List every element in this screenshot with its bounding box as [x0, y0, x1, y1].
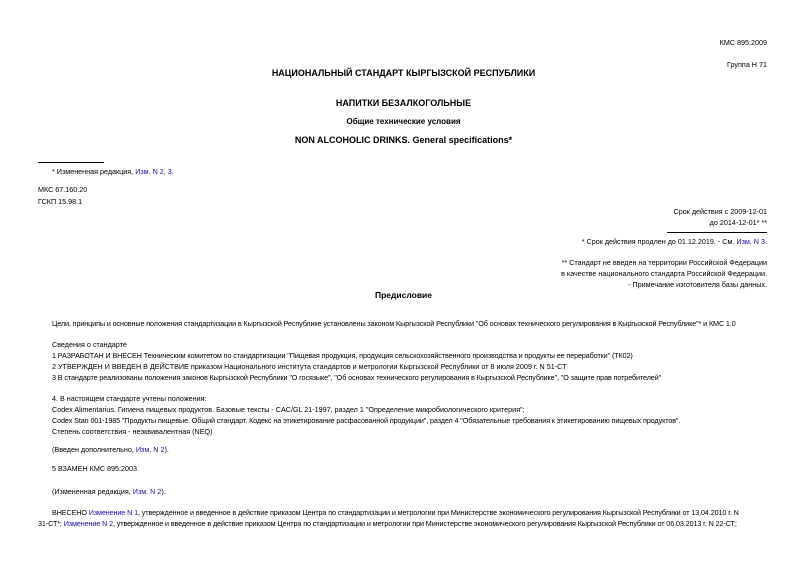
document-title: НАПИТКИ БЕЗАЛКОГОЛЬНЫЕ	[335, 98, 472, 108]
amendment-1-link[interactable]: Изменение N 1	[88, 508, 138, 517]
validity-to: до 2014-12-01* **	[709, 218, 767, 227]
validity-rule	[667, 232, 767, 233]
amendment-2-link-b[interactable]: Изм. N 2	[132, 487, 162, 496]
replaced-standard: 5 ВЗАМЕН КМС 895:2003	[52, 464, 137, 473]
introduced-amendments-line-1: ВНЕСЕНО Изменение N 1, утвержденное и введенное в действие приказом Центра по стандартизации и метрологии при Министерстве экономического регулирования Кыргызской Республики от 13.04.2010 г. N	[52, 508, 739, 517]
provisions-heading: 4. В настоящем стандарте учтены положения:	[52, 394, 207, 403]
provision-codex-alimentarius: Codex Alimentarius. Гигиена пищевых продуктов. Базовые тексты - CAC/GL 21-1997, раздел 1 "Определение микробиологического критерия";	[52, 405, 525, 414]
database-note-line-2: в качестве национального стандарта Российской Федерации.	[561, 269, 767, 278]
amendment-3-link[interactable]: Изм. N 3	[736, 237, 765, 246]
provision-codex-stan: Codex Stan 001-1985 "Продукты пищевые. Общий стандарт. Кодекс на этикетирование расфасованной продукции", раздел 4 "Обязательные требования к этикетированию пищевых продуктов".	[52, 416, 681, 425]
provision-compliance: Степень соответствия - неэквивалентная (NEQ)	[52, 427, 213, 436]
amendment-2-link[interactable]: Изм. N 2	[135, 445, 165, 454]
amendment-link[interactable]: Изм. N 2, 3	[135, 167, 172, 176]
preface-intro: Цели, принципы и основные положения стандартизации в Кыргызской Республике установлены законом Кыргызской Республики "Об основах технического регулирования в Кыргызской Республике"* и КМС 1.0	[52, 319, 736, 328]
validity-extended: * Срок действия продлен до 01.12.2019. - См. Изм. N 3.	[581, 237, 767, 246]
database-note-line-3: - Примечание изготовителя базы данных.	[628, 280, 767, 289]
info-item-developed: 1 РАЗРАБОТАН И ВНЕСЕН Техническим комитетом по стандартизации "Пищевая продукция, продукция сельскохозяйственного производства и продукты ее переработки" (ТК02)	[52, 351, 633, 360]
document-code: КМС 895:2009	[719, 38, 767, 47]
footnote-rule	[38, 162, 104, 163]
footnote-edition: * Измененная редакция, Изм. N 2, 3.	[52, 167, 174, 176]
changed-note: (Измененная редакция, Изм. N 2).	[52, 487, 166, 496]
mks-code: МКС 67.160.20	[38, 185, 88, 194]
database-note-line-1: ** Стандарт не введен на территории Российской Федерации	[561, 258, 767, 267]
amendment-2-link-c[interactable]: Изменение N 2	[63, 519, 113, 528]
added-note: (Введен дополнительно, Изм. N 2).	[52, 445, 169, 454]
document-title-english: NON ALCOHOLIC DRINKS. General specifications*	[294, 135, 513, 145]
validity-from: Срок действия с 2009-12-01	[673, 207, 767, 216]
gskp-code: ГСКП 15.98.1	[38, 197, 83, 206]
introduced-amendments-line-2: 31-СТ*; Изменение N 2, утвержденное и введенное в действие приказом Центра по стандартизации и метрологии при Министерстве экономического регулирования Кыргызской Республики от 06.03.2013 г. N 22-СТ;	[38, 519, 737, 528]
national-standard-heading: НАЦИОНАЛЬНЫЙ СТАНДАРТ КЫРГЫЗСКОЙ РЕСПУБЛИКИ	[271, 68, 536, 78]
classification-group: Группа Н 71	[727, 60, 767, 69]
preface-heading: Предисловие	[374, 290, 433, 300]
info-item-approved: 2 УТВЕРЖДЕН И ВВЕДЕН В ДЕЙСТВИЕ приказом Национального института стандартов и метрологии Кыргызской Республики от 8 июля 2009 г. N 51-СТ	[52, 362, 567, 371]
info-item-laws: 3 В стандарте реализованы положения законов Кыргызской Республики "О госязыке", "Об основах технического регулирования в Кыргызской Республике", "О защите прав потребителей"	[52, 373, 662, 382]
info-heading: Сведения о стандарте	[52, 340, 127, 349]
document-subtitle: Общие технические условия	[346, 117, 461, 126]
